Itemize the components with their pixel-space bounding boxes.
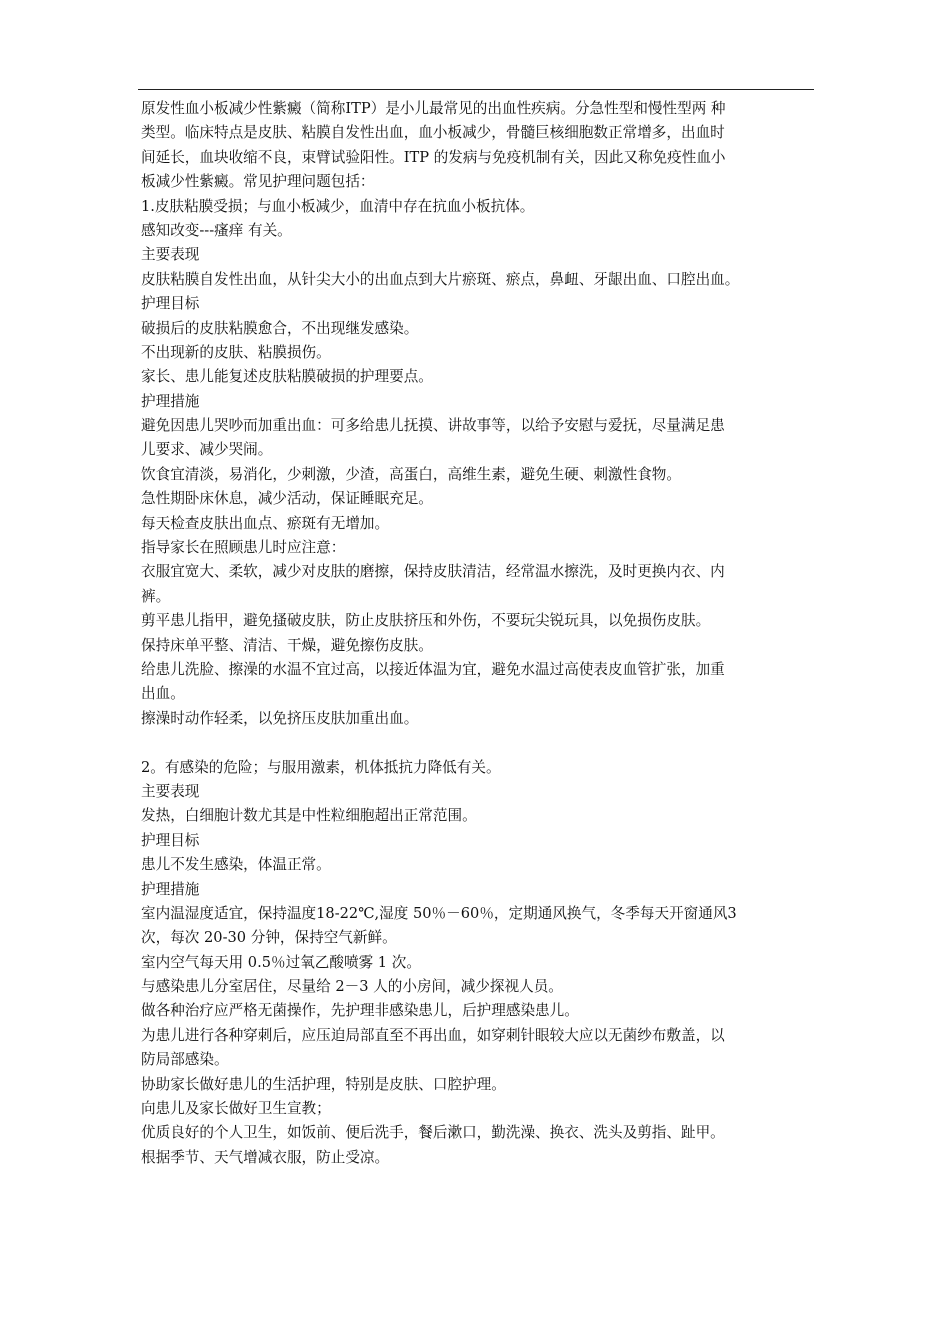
text-line: 向患儿及家长做好卫生宣教； [141, 1100, 331, 1118]
text-line: 与感染患儿分室居住，尽量给 2－3 人的小房间，减少探视人员。 [141, 978, 563, 996]
text-line: 间延长，血块收缩不良，束臂试验阳性。ITP 的发病与免疫机制有关，因此又称免疫性血小 [141, 148, 726, 166]
text-line: 皮肤粘膜自发性出血，从针尖大小的出血点到大片瘀斑、瘀点，鼻衄、牙龈出血、口腔出血。 [141, 270, 740, 288]
document-body [141, 97, 831, 1170]
text-line: 做各种治疗应严格无菌操作，先护理非感染患儿，后护理感染患儿。 [141, 1002, 579, 1020]
text-line: 板减少性紫癜。常见护理问题包括： [141, 173, 375, 191]
text-line: 原发性血小板减少性紫癜（简称ITP）是小儿最常见的出血性疾病。分急性型和慢性型两 种 [141, 100, 726, 117]
text-line: 避免因患儿哭吵而加重出血：可多给患儿抚摸、讲故事等，以给予安慰与爱抚，尽量满足患 [141, 417, 725, 435]
text-line: 2。有感染的危险；与服用激素，机体抵抗力降低有关。 [141, 758, 501, 776]
text-line: 1.皮肤粘膜受损；与血小板减少，血清中存在抗血小板抗体。 [141, 197, 535, 215]
text-line: 家长、患儿能复述皮肤粘膜破损的护理要点。 [141, 368, 433, 386]
text-line: 为患儿进行各种穿刺后，应压迫局部直至不再出血，如穿刺针眼较大应以无菌纱布敷盖，以 [141, 1026, 725, 1044]
text-line: 感知改变---瘙痒 有关。 [141, 221, 292, 239]
text-line: 每天检查皮肤出血点、瘀斑有无增加。 [141, 514, 390, 532]
text-line: 保持床单平整、清洁、干燥，避免擦伤皮肤。 [141, 636, 433, 654]
text-line: 饮食宜清淡，易消化，少刺激，少渣，高蛋白，高维生素，避免生硬、刺激性食物。 [141, 465, 681, 483]
text-line: 患儿不发生感染，体温正常。 [141, 856, 331, 874]
text-line: 次，每次 20-30 分钟，保持空气新鲜。 [141, 929, 397, 947]
text-line: 剪平患儿指甲，避免搔破皮肤，防止皮肤挤压和外伤，不要玩尖锐玩具，以免损伤皮肤。 [141, 612, 711, 630]
text-line: 护理目标 [141, 831, 200, 849]
blank-line [141, 731, 831, 755]
text-line: 主要表现 [141, 246, 200, 264]
text-line: 类型。临床特点是皮肤、粘膜自发性出血，血小板减少，骨髓巨核细胞数正常增多，出血时 [141, 124, 725, 142]
text-line: 裤。 [141, 587, 171, 605]
text-line: 护理措施 [141, 392, 200, 410]
text-line: 护理目标 [141, 295, 200, 313]
text-line: 急性期卧床休息，减少活动，保证睡眠充足。 [141, 490, 433, 508]
text-line: 发热，白细胞计数尤其是中性粒细胞超出正常范围。 [141, 807, 477, 825]
text-line: 出血。 [141, 685, 185, 703]
text-line: 指导家长在照顾患儿时应注意： [141, 539, 346, 557]
text-line: 室内温湿度适宜，保持温度18-22℃,湿度 50％－60％，定期通风换气，冬季每天开窗通风3 [141, 904, 737, 922]
text-line: 给患儿洗脸、擦澡的水温不宜过高，以接近体温为宜，避免水温过高使表皮血管扩张，加重 [141, 660, 725, 678]
text-line: 防局部感染。 [141, 1051, 229, 1069]
text-line: 室内空气每天用 0.5％过氧乙酸喷雾 1 次。 [141, 953, 421, 971]
text-line: 破损后的皮肤粘膜愈合，不出现继发感染。 [141, 319, 419, 337]
text-line: 不出现新的皮肤、粘膜损伤。 [141, 343, 331, 361]
text-line: 协助家长做好患儿的生活护理，特别是皮肤、口腔护理。 [141, 1075, 506, 1093]
text-line: 根据季节、天气增减衣服，防止受凉。 [141, 1148, 390, 1166]
text-line: 擦澡时动作轻柔，以免挤压皮肤加重出血。 [141, 709, 419, 727]
text-line: 儿要求、减少哭闹。 [141, 441, 273, 459]
text-line: 优质良好的个人卫生，如饭前、便后洗手，餐后漱口，勤洗澡、换衣、洗头及剪指、趾甲。 [141, 1124, 725, 1142]
text-line: 护理措施 [141, 880, 200, 898]
header-rule [138, 89, 814, 90]
text-line: 主要表现 [141, 782, 200, 800]
text-line: 衣服宜宽大、柔软，减少对皮肤的磨擦，保持皮肤清洁，经常温水擦洗，及时更换内衣、内 [141, 563, 725, 581]
